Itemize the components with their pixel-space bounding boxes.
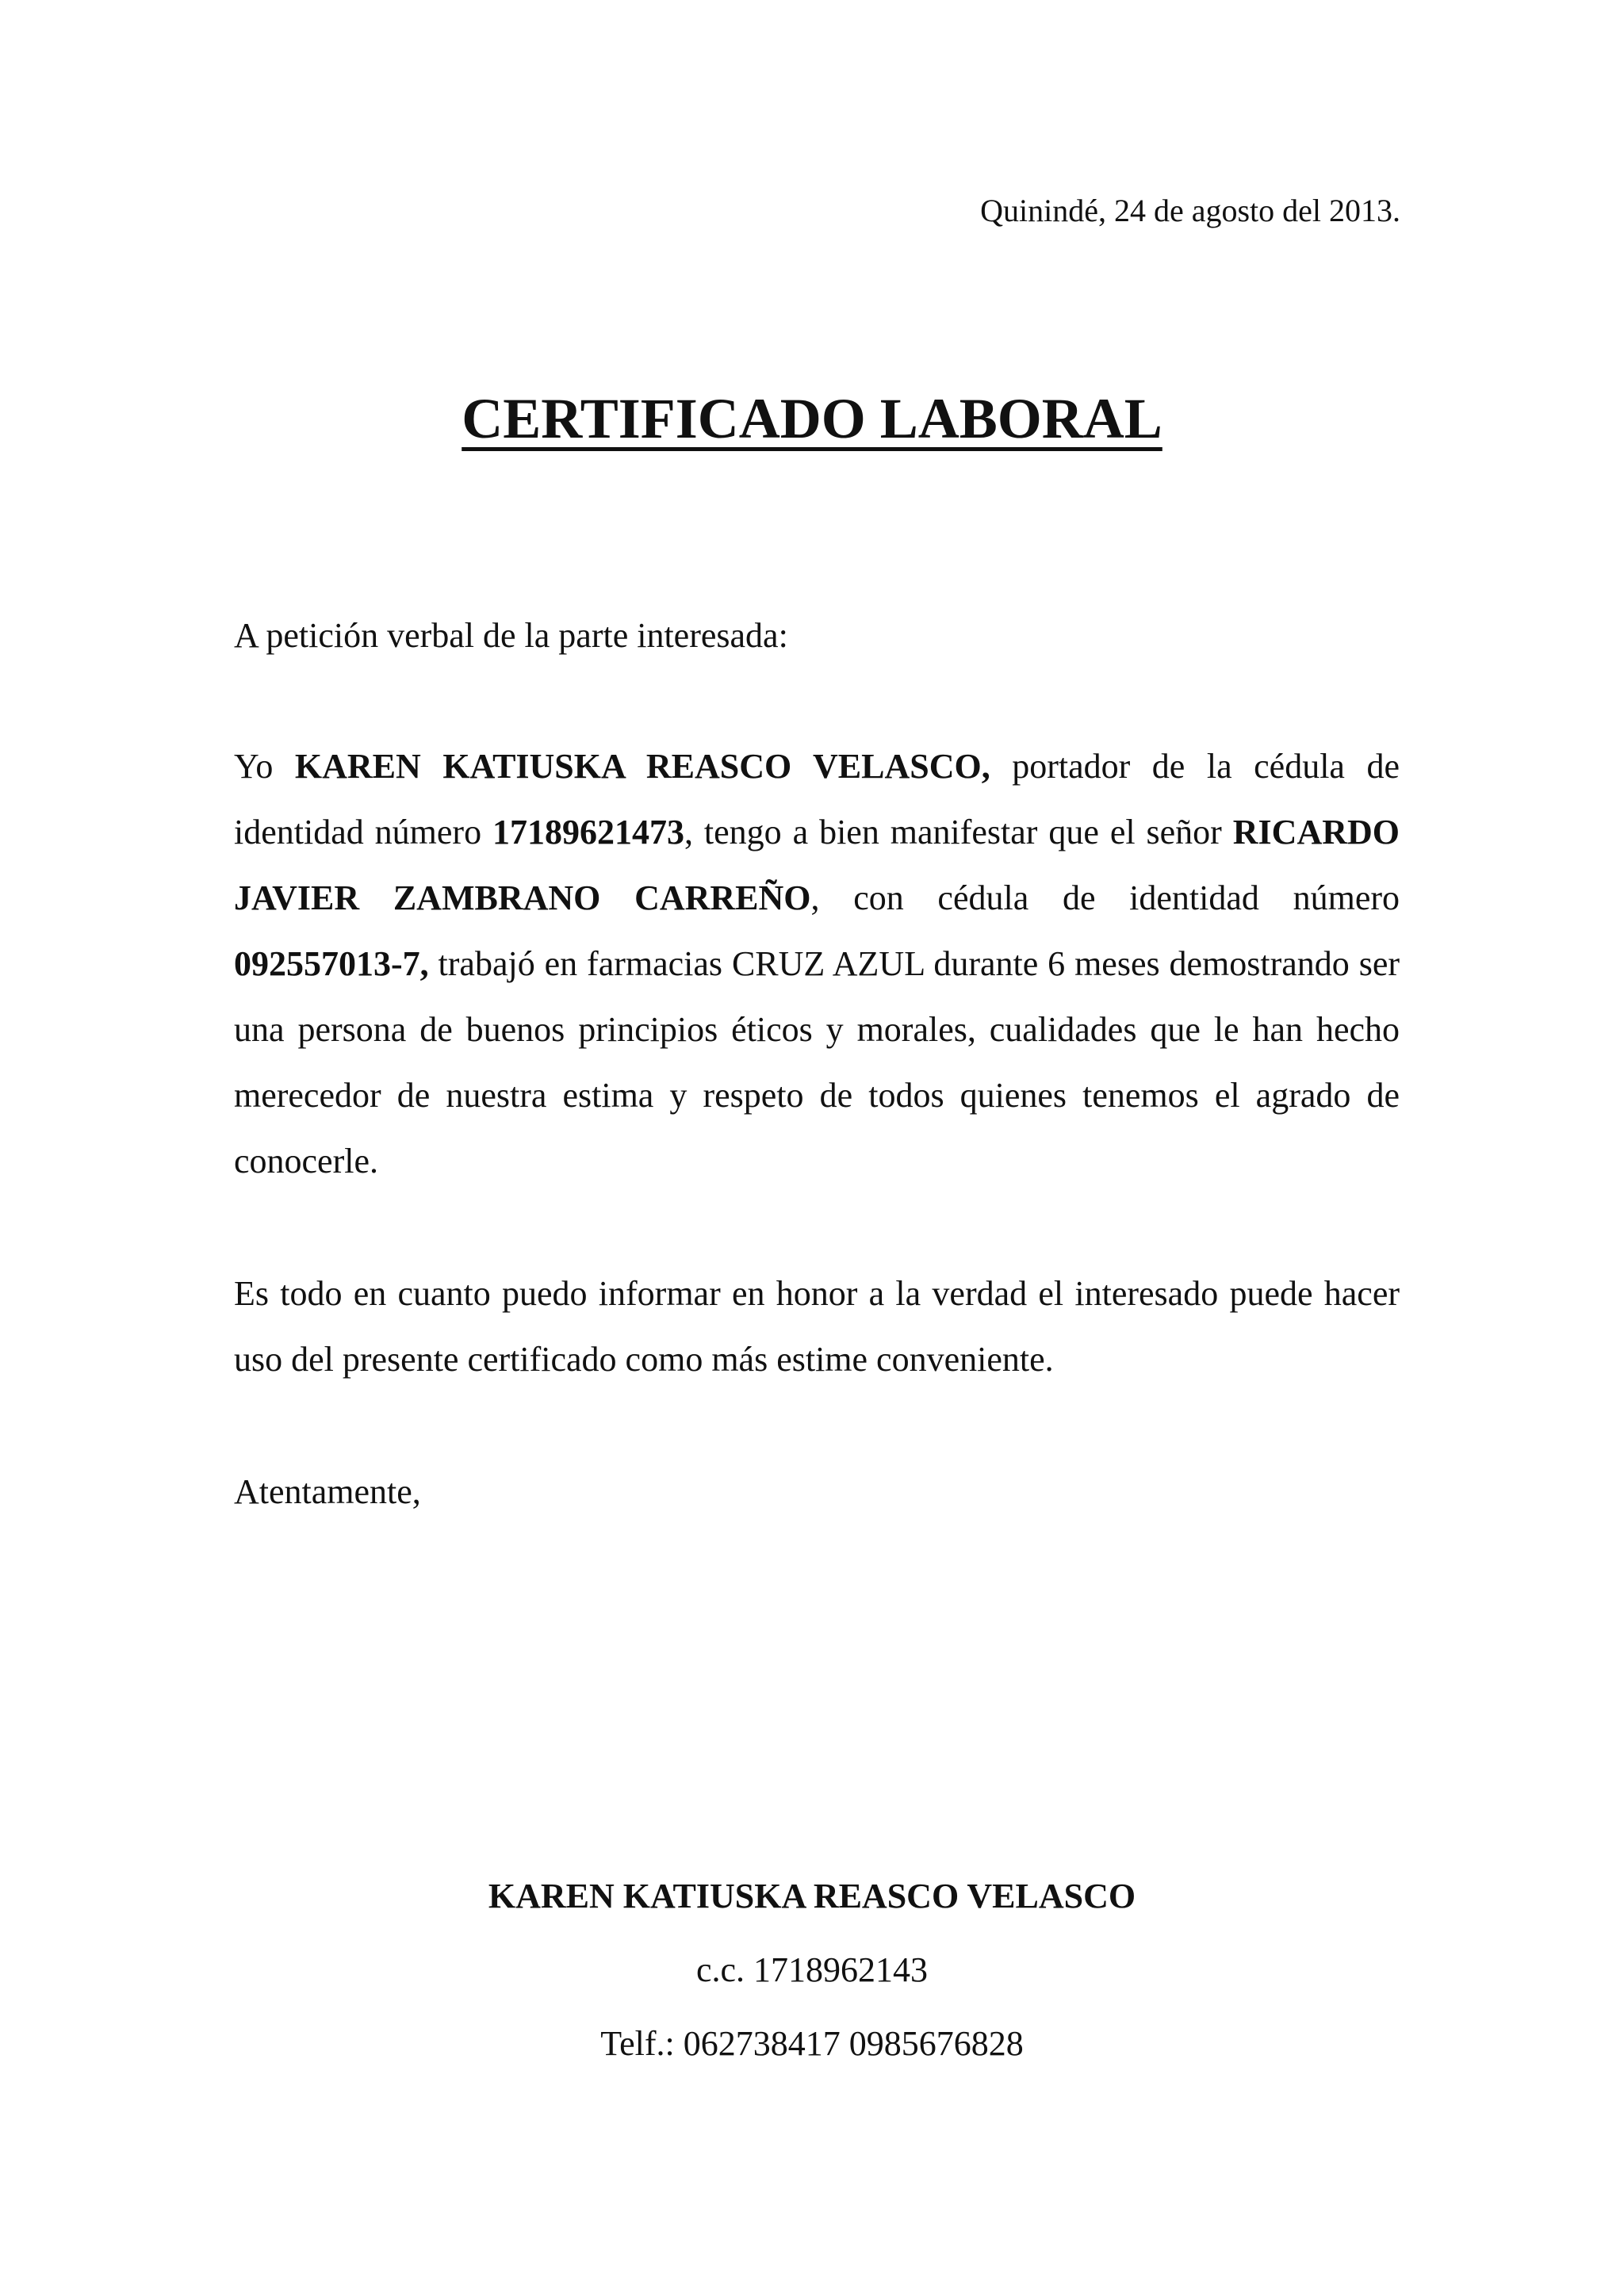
- closing-line: Atentamente,: [234, 1472, 421, 1511]
- signature-block: [0, 1859, 1624, 2080]
- body-paragraph-1: [234, 733, 1400, 1194]
- signature-id: c.c. 1718962143: [695, 1950, 929, 1989]
- issuer-name: KAREN KATIUSKA REASCO VELASCO,: [294, 747, 990, 786]
- para1-text-3: , tengo a bien manifestar que el señor: [684, 813, 1233, 851]
- para1-text-4: , con cédula de identidad número: [810, 878, 1400, 917]
- employee-name: RICARDO JAVIER ZAMBRANO CARREÑO: [234, 813, 1400, 917]
- para1-text-2: portador de la cédula de identidad número: [234, 747, 1400, 851]
- document-title: CERTIFICADO LABORAL: [462, 387, 1162, 450]
- issuer-id-number: 17189621473: [492, 813, 684, 851]
- body-paragraph-2: Es todo en cuanto puedo informar en honor a la verdad el interesado puede hacer uso del presente certificado como más estime conveniente.: [234, 1274, 1400, 1379]
- para1-text-1: Yo: [234, 747, 295, 786]
- signature-name: KAREN KATIUSKA REASCO VELASCO: [488, 1877, 1136, 1915]
- employee-id-number: 092557013-7,: [234, 944, 429, 983]
- signature-phone: Telf.: 062738417 0985676828: [600, 2024, 1024, 2063]
- para1-text-5: trabajó en farmacias CRUZ AZUL durante 6 meses demostrando ser una persona de buenos principios éticos y morales, cualidades que le han hecho merecedor de nuestra estima y respeto de todos quienes tenemos el agrado de conocerle.: [234, 944, 1400, 1181]
- date-line: Quinindé, 24 de agosto del 2013.: [980, 193, 1400, 228]
- intro-line: A petición verbal de la parte interesada:: [234, 616, 788, 655]
